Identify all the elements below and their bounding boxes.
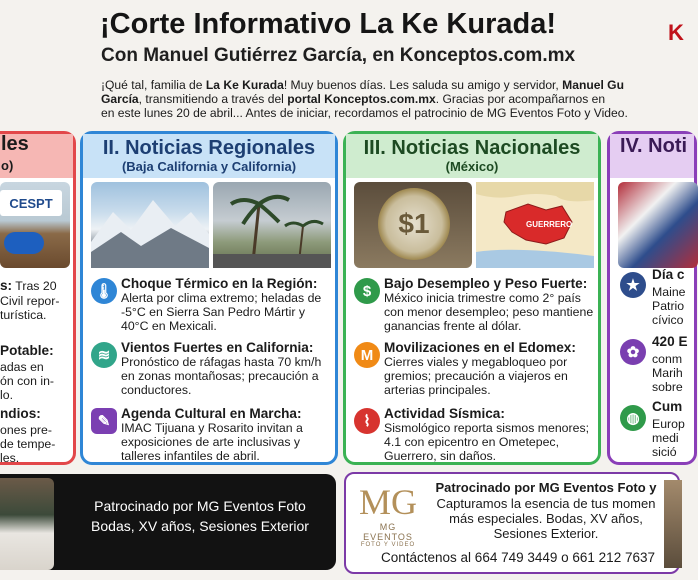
news-heading: Agenda Cultural en Marcha: [121, 406, 302, 421]
local-item-2: Potable: [0, 343, 54, 358]
news-heading: Choque Térmico en la Región: [121, 276, 318, 291]
news-body: Alerta por clima extremo; heladas de -5°C en Sierra San Pedro Mártir y 40°C en Mexicali. [121, 291, 322, 333]
sponsor-card-line-4: Sesiones Exterior. [493, 526, 599, 541]
us-flag-icon: ★ [620, 272, 646, 298]
column-title: IV. Noti [620, 135, 688, 157]
water-pipe [4, 232, 44, 254]
national-news-item [346, 276, 598, 336]
intl-item-3-line2: Europ [652, 417, 685, 431]
thermometer-icon: 🌡 [91, 278, 117, 304]
news-body: Pronóstico de ráfagas hasta 70 km/h en zonas montañosas; precaución a conductores. [121, 355, 322, 397]
national-news-item [346, 340, 598, 400]
wedding-photo [0, 478, 54, 570]
regional-news-item [83, 340, 335, 400]
page-subtitle: Con Manuel Gutiérrez García, en Konceptos.com.mx [101, 45, 576, 66]
news-body: IMAC Tijuana y Rosarito invitan a exposiciones de arte inclusivas y talleres infantiles de abril. [121, 421, 303, 463]
intl-item-3-line4: sició [652, 445, 677, 459]
intl-item-2-line4: sobre [652, 380, 683, 394]
peso-coin-photo [354, 182, 472, 268]
column-title: II. Noticias Regionales [102, 137, 316, 159]
palm-trees-graphic [213, 182, 331, 268]
cespt-photo [0, 182, 70, 268]
local-item-3-line2: ones pre- [0, 423, 52, 437]
sponsor-card-line-1: Patrocinado por MG Eventos Foto y [435, 480, 657, 495]
wind-icon: ≋ [91, 342, 117, 368]
mg-eventos-logo [354, 482, 422, 552]
column-region: (Baja California y California) [121, 159, 297, 174]
column-region: o) [1, 158, 14, 173]
local-item-3-line4: les. [0, 451, 20, 465]
regional-news-column [80, 131, 338, 465]
konceptos-logo: K [668, 20, 684, 45]
column-title: les [1, 133, 29, 155]
coin-graphic: $1 [378, 188, 450, 260]
page-title: ¡Corte Informativo La Ke Kurada! [100, 8, 556, 40]
cannabis-leaf-icon: ✿ [620, 339, 646, 365]
local-item-1-line2: Civil repor- [0, 294, 60, 308]
news-body: México inicia trimestre como 2° país con menor desempleo; peso mantiene ganancias frente al dólar. [384, 291, 594, 333]
regional-news-item [83, 406, 335, 466]
news-body: Cierres viales y megabloqueo por gremios; precaución a viajeros en arterias principales. [384, 355, 568, 397]
intl-item-3-line3: medi [652, 431, 679, 445]
news-heading: Actividad Sísmica: [384, 406, 505, 421]
column-title: III. Noticias Nacionales [363, 137, 581, 159]
cespt-sign: CESPT [0, 190, 62, 216]
local-news-column [0, 131, 76, 465]
local-item-2-line4: lo. [0, 388, 13, 402]
sponsor-line-2: Bodas, XV años, Sesiones Exterior [91, 518, 309, 534]
intl-item-2-line3: Marih [652, 366, 683, 380]
globe-icon: ◍ [620, 405, 646, 431]
local-item-3-line3: de tempe- [0, 437, 56, 451]
sponsor-photo [664, 480, 682, 568]
column-region: (México) [445, 159, 499, 174]
local-item-2-line2: adas en [0, 360, 44, 374]
local-item-1-line3: turística. [0, 308, 47, 322]
dollar-icon: $ [354, 278, 380, 304]
local-item-2-line3: ón con in- [0, 374, 55, 388]
intl-item-1-line2: Maine [652, 285, 686, 299]
sponsor-line-1: Patrocinado por MG Eventos Foto [94, 498, 306, 514]
mountains-graphic [91, 182, 209, 268]
sponsor-contact: Contáctenos al 664 749 3449 o 661 212 7637 [381, 550, 655, 565]
intro-paragraph: ¡Qué tal, familia de La Ke Kurada! Muy buenos días. Les saluda su amigo y servidor, Manuel Gu García, transmitiendo a través del portal Konceptos.com.mx. Gracias por acompañarnos en en este lunes 20 de abril... Antes de iniciar, recordamos el patrocinio de MG Eventos Foto y Video. [101, 78, 628, 120]
news-heading: Bajo Desempleo y Peso Fuerte: [384, 276, 588, 291]
national-news-item [346, 406, 598, 466]
news-heading: Vientos Fuertes en California: [121, 340, 314, 355]
mg-logo-sub: FOTO Y VIDEO [360, 542, 416, 548]
international-news-column [607, 131, 697, 465]
news-heading: Movilizaciones en el Edomex: [384, 340, 576, 355]
windy-palms-photo [213, 182, 331, 268]
guerrero-map [476, 182, 594, 268]
intl-item-1-line3: Patrio [652, 299, 685, 313]
intl-item-1-line4: cívico [652, 313, 684, 327]
road-sign-icon: M [354, 342, 380, 368]
intl-item-2: 420 E [652, 334, 688, 349]
sponsor-card-line-3: más especiales. Bodas, XV años, [449, 511, 643, 526]
mg-monogram: MG [358, 482, 417, 522]
intl-item-1: Día c [652, 267, 685, 282]
local-item-3: ndios: [0, 406, 41, 421]
sponsor-card-line-2: Capturamos la esencia de tus momen [436, 496, 656, 511]
intl-item-2-line2: conm [652, 352, 683, 366]
national-news-column [343, 131, 601, 465]
regional-news-item [83, 276, 335, 336]
map-label: GUERRERO [526, 220, 573, 229]
news-body: Sismológico reporta sismos menores; 4.1 con epicentro en Ometepec, Guerrero, sin daños. [384, 421, 590, 463]
sponsor-banner-dark [0, 474, 336, 570]
sponsor-card [344, 472, 680, 574]
crowd-photo [618, 182, 698, 268]
snowy-mountains-photo [91, 182, 209, 268]
mg-logo-text: MG EVENTOS [363, 522, 413, 542]
art-palette-icon: ✎ [91, 408, 117, 434]
intl-item-3: Cum [652, 399, 683, 414]
local-item-1: s: Tras 20 [0, 278, 57, 293]
seismograph-icon: ⌇ [354, 408, 380, 434]
